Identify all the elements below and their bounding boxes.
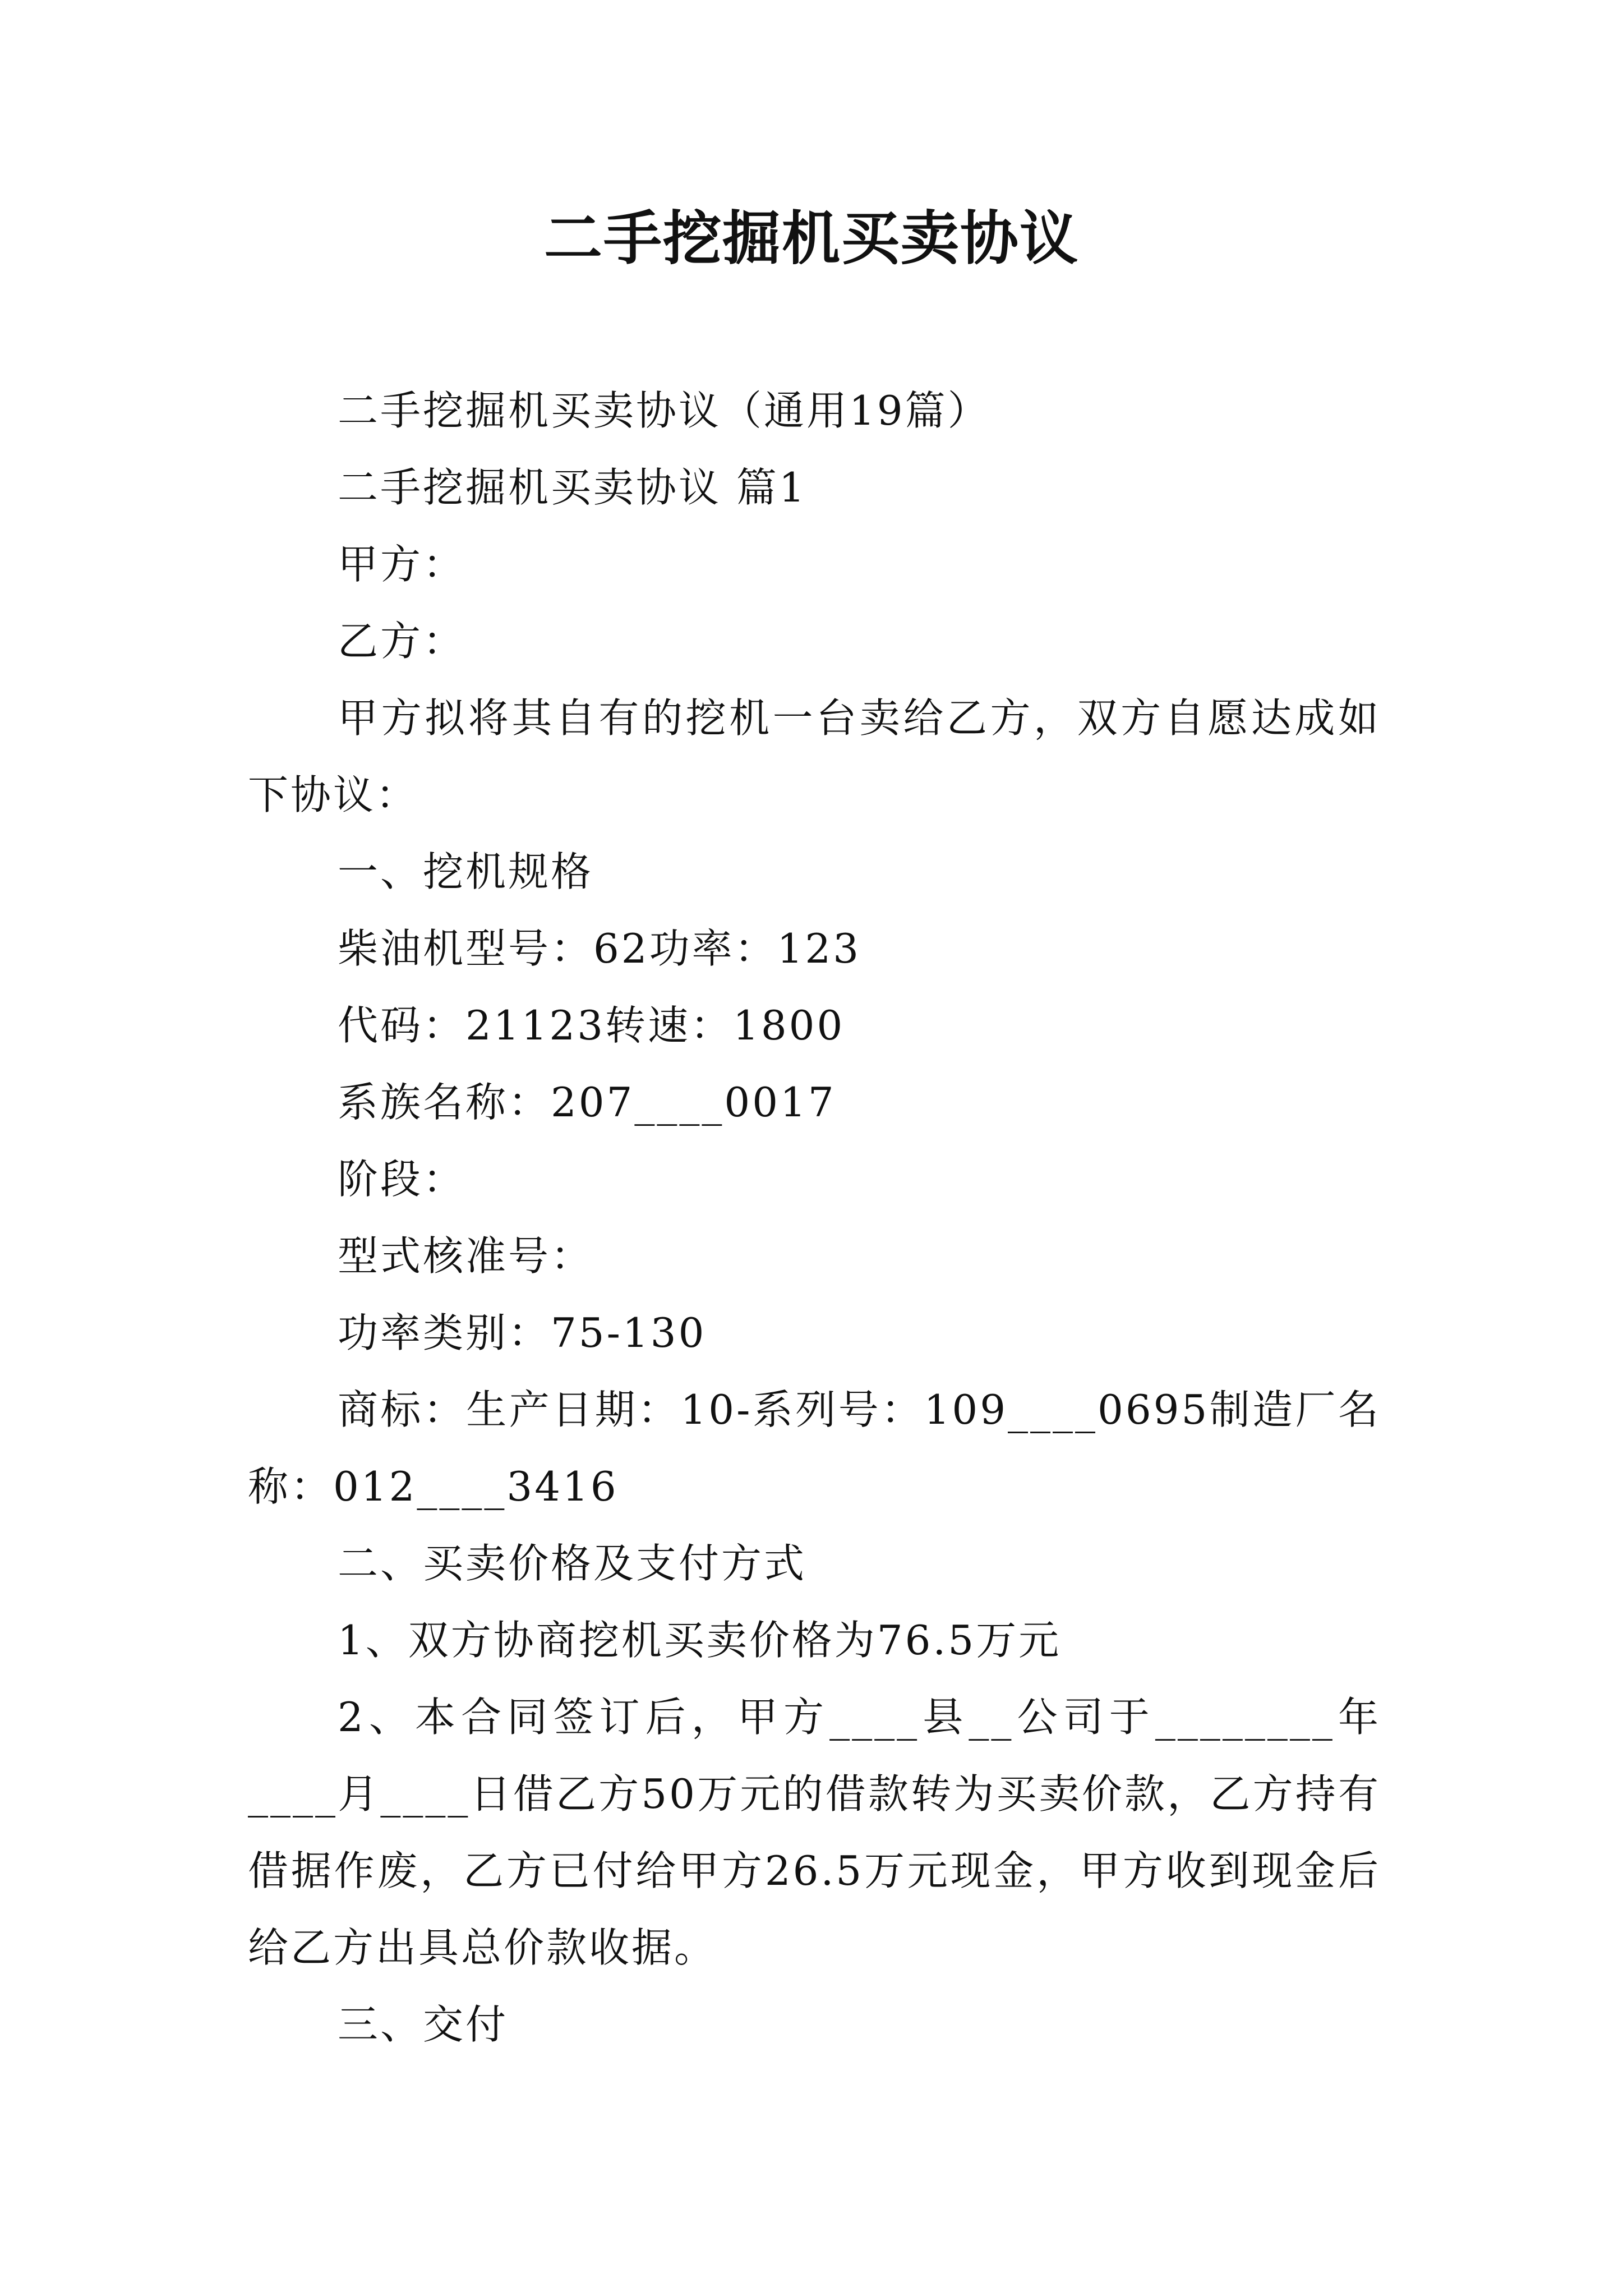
agreement-intro: 甲方拟将其自有的挖机一台卖给乙方，双方自愿达成如下协议： — [248, 694, 1381, 818]
party-a-line: 甲方： — [338, 541, 466, 588]
spec-approval-no: 型式核准号： — [338, 1232, 594, 1280]
document-body — [248, 372, 1381, 2063]
spec-stage: 阶段： — [338, 1156, 466, 1203]
section-heading-part1: 二手挖掘机买卖协议 篇1 — [338, 464, 807, 511]
clause-3-heading: 三、交付 — [338, 2001, 509, 2048]
clause-2-heading: 二、买卖价格及支付方式 — [338, 1540, 807, 1587]
doc-subtitle: 二手挖掘机买卖协议（通用19篇） — [338, 387, 990, 434]
party-b-line: 乙方： — [338, 618, 466, 665]
spec-power-class: 功率类别：75-130 — [338, 1309, 707, 1356]
spec-code: 代码：21123转速：1800 — [338, 1002, 845, 1049]
clause-2-item-2: 2、本合同签订后，甲方____县__公司于________年____月____日借乙方50万元的借款转为买卖价款，乙方持有借据作废，乙方已付给甲方26.5万元现金，甲方收到现金后给乙方出具总价款收据。 — [248, 1694, 1381, 1971]
clause-1-heading: 一、挖机规格 — [338, 848, 594, 895]
spec-engine-model: 柴油机型号：62功率：123 — [338, 925, 861, 972]
spec-family-name: 系族名称：207____0017 — [338, 1079, 836, 1126]
clause-2-item-1: 1、双方协商挖机买卖价格为76.5万元 — [338, 1617, 1062, 1664]
document-title: 二手挖掘机买卖协议 — [543, 204, 1079, 273]
spec-trademark: 商标：生产日期：10-系列号：109____0695制造厂名称：012____3416 — [248, 1386, 1381, 1510]
